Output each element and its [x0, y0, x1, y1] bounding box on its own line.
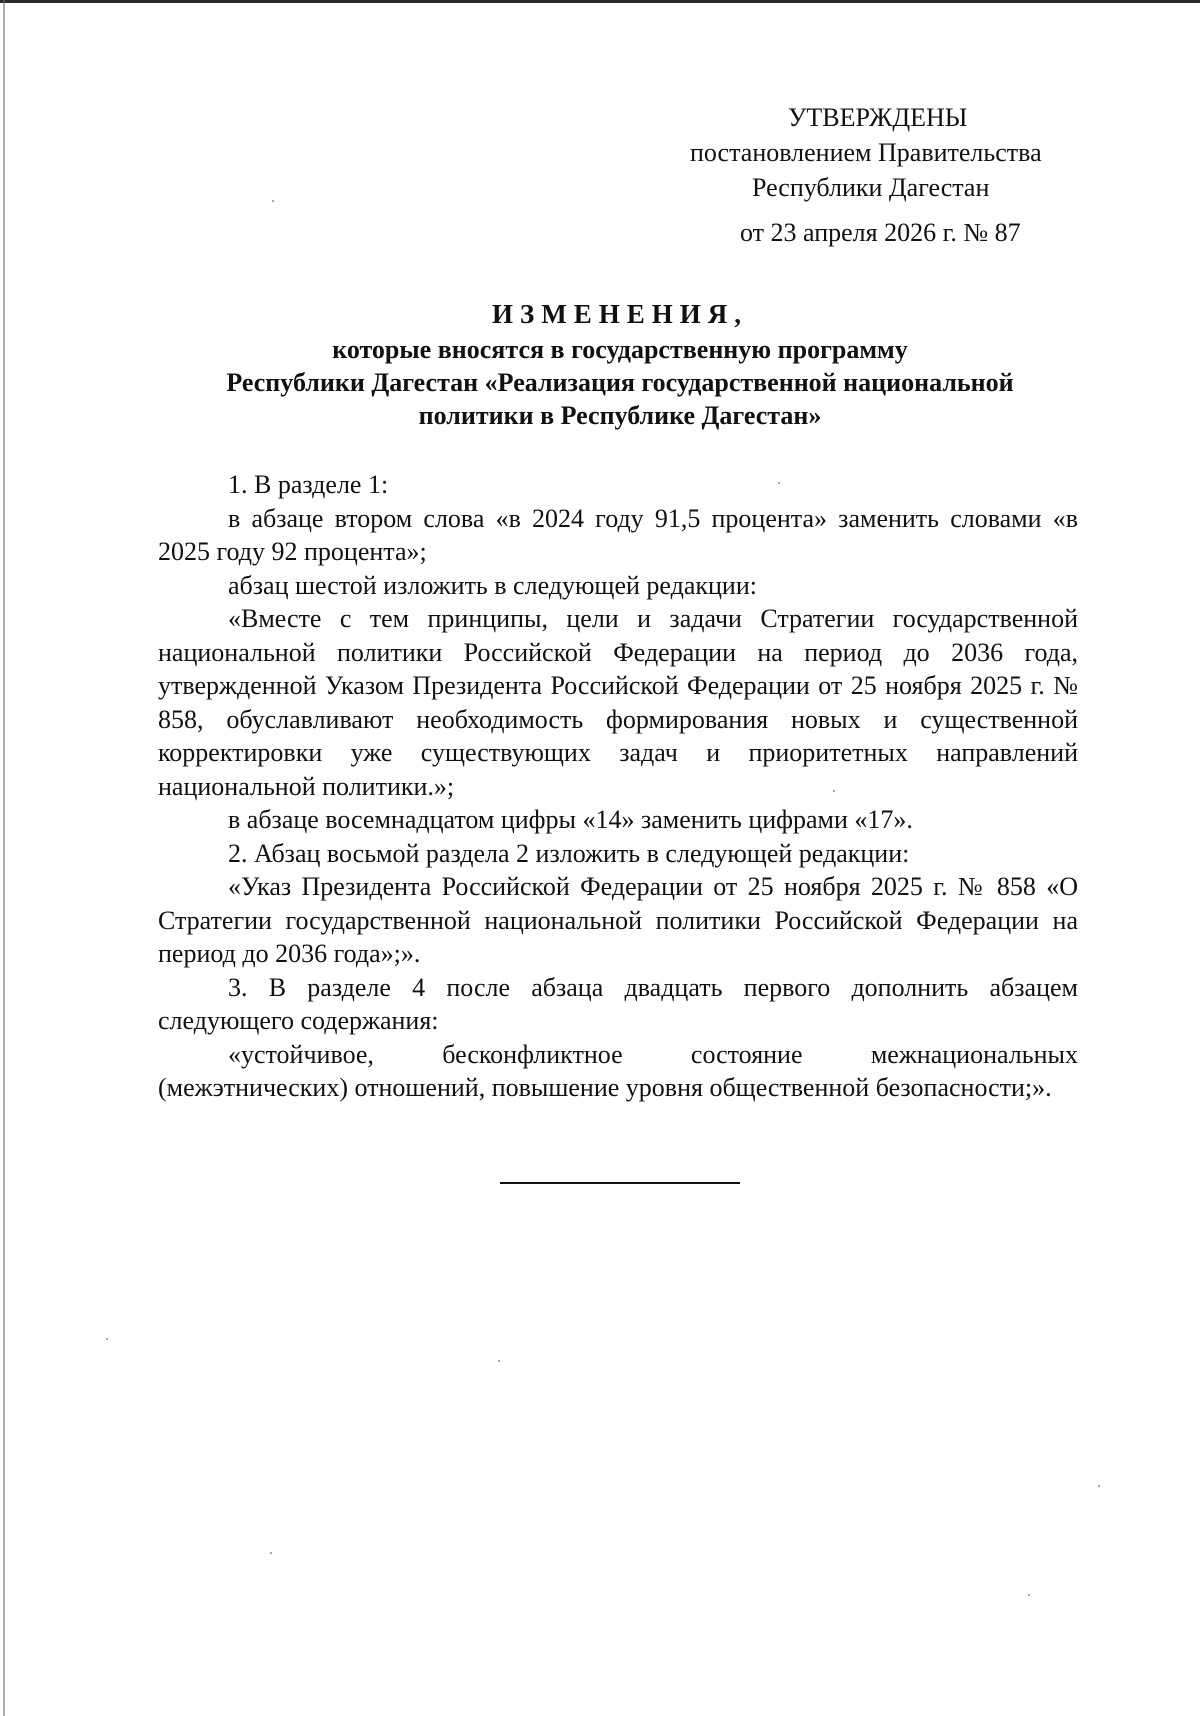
paragraph-quote-1: «Вместе с тем принципы, цели и задачи Стратегии государственной национальной политики Российской Федерации на период до 2036 года, утвержденной Указом Президента Российской Федерации от 25 ноября 2025 г. № 858, обуславливают необходимость формирования новых и существенной корректировки уже существующих задач и приоритетных направлений национальной политики.»;	[158, 604, 1078, 801]
approval-date-number: от 23 апреля 2026 г. № 87	[740, 218, 1021, 247]
approval-authority: постановлением Правительства	[690, 138, 1042, 167]
approval-region: Республики Дагестан	[752, 173, 990, 202]
scan-left-edge	[3, 0, 5, 1716]
scan-speck	[272, 200, 274, 202]
scan-top-edge	[0, 0, 1200, 3]
scan-speck	[498, 1360, 500, 1362]
paragraph-section-1: 1. В разделе 1:	[228, 470, 389, 499]
paragraph-amendment-1: в абзаце втором слова «в 2024 году 91,5 процента» заменить словами «в 2025 году 92 процента»;	[158, 503, 1078, 566]
paragraph-quote-2: «Указ Президента Российской Федерации от 25 ноября 2025 г. № 858 «О Стратегии государственной национальной политики Российской Федерации на период до 2036 года»;».	[158, 872, 1078, 968]
approval-title: УТВЕРЖДЕНЫ	[788, 103, 968, 132]
scan-speck	[833, 790, 835, 792]
approval-stamp-block	[660, 100, 1120, 250]
scan-speck	[270, 1552, 272, 1554]
document-heading	[150, 298, 1090, 432]
document-title: ИЗМЕНЕНИЯ,	[491, 299, 748, 329]
paragraph-section-2: 2. Абзац восьмой раздела 2 изложить в следующей редакции:	[228, 838, 910, 868]
scan-speck	[778, 482, 780, 484]
document-subtitle-line-3: политики в Республике Дагестан»	[418, 401, 822, 430]
paragraph-section-3: 3. В разделе 4 после абзаца двадцать первого дополнить абзацем следующего содержания:	[158, 972, 1078, 1035]
closing-rule	[500, 1182, 740, 1184]
document-body	[158, 468, 1078, 1105]
scan-speck	[1028, 1594, 1030, 1596]
paragraph-amendment-3: в абзаце восемнадцатом цифры «14» заменить цифрами «17».	[228, 805, 913, 834]
scan-speck	[106, 1338, 108, 1340]
document-subtitle-line-2: Республики Дагестан «Реализация государственной национальной	[226, 368, 1014, 397]
document-subtitle-line-1: которые вносятся в государственную программу	[332, 335, 908, 364]
scan-speck	[1098, 1485, 1100, 1487]
paragraph-quote-3: «устойчивое, бесконфликтное состояние межнациональных (межэтнических) отношений, повышение уровня общественной безопасности;».	[158, 1039, 1078, 1102]
paragraph-amendment-2: абзац шестой изложить в следующей редакции:	[228, 570, 757, 600]
